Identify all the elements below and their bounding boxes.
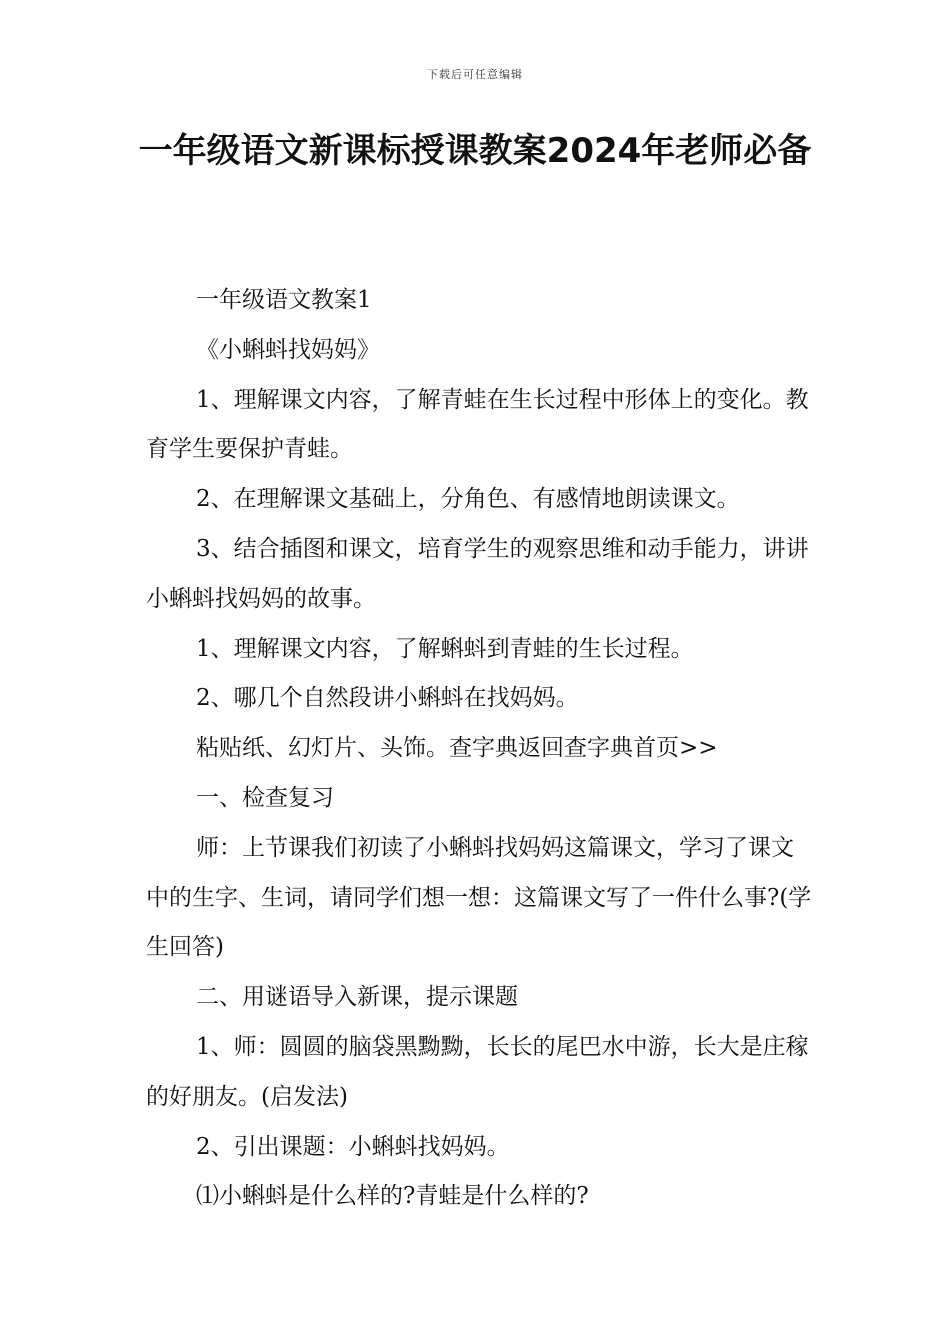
paragraph: 2、引出课题：小蝌蚪找妈妈。 xyxy=(196,1133,510,1160)
paragraph: 1、理解课文内容，了解青蛙在生长过程中形体上的变化。教育学生要保护青蛙。 xyxy=(146,386,809,463)
paragraph: 一、检查复习 xyxy=(196,784,334,811)
paragraph: 二、用谜语导入新课，提示课题 xyxy=(196,984,518,1011)
document-body xyxy=(146,276,812,1222)
paragraph: 2、在理解课文基础上，分角色、有感情地朗读课文。 xyxy=(196,486,740,513)
paragraph: 师：上节课我们初读了小蝌蚪找妈妈这篇课文，学习了课文中的生字、生词，请同学们想一想：这篇课文写了一件什么事?(学生回答) xyxy=(146,834,812,961)
header-note: 下载后可任意编辑 xyxy=(427,68,523,81)
paragraph: 《小蝌蚪找妈妈》 xyxy=(196,336,380,363)
paragraph: 3、结合插图和课文，培育学生的观察思维和动手能力，讲讲小蝌蚪找妈妈的故事。 xyxy=(146,535,809,612)
paragraph: 粘贴纸、幻灯片、头饰。查字典返回查字典首页>> xyxy=(196,735,718,762)
paragraph: 2、哪几个自然段讲小蝌蚪在找妈妈。 xyxy=(196,685,579,712)
paragraph: 1、理解课文内容，了解蝌蚪到青蛙的生长过程。 xyxy=(196,635,694,662)
document-title: 一年级语文新课标授课教案2024年老师必备 xyxy=(138,131,812,171)
paragraph: 一年级语文教案1 xyxy=(196,287,372,313)
paragraph: ⑴小蝌蚪是什么样的?青蛙是什么样的? xyxy=(196,1183,589,1210)
paragraph: 1、师：圆圆的脑袋黑黝黝，长长的尾巴水中游，长大是庄稼的好朋友。(启发法) xyxy=(146,1033,809,1110)
